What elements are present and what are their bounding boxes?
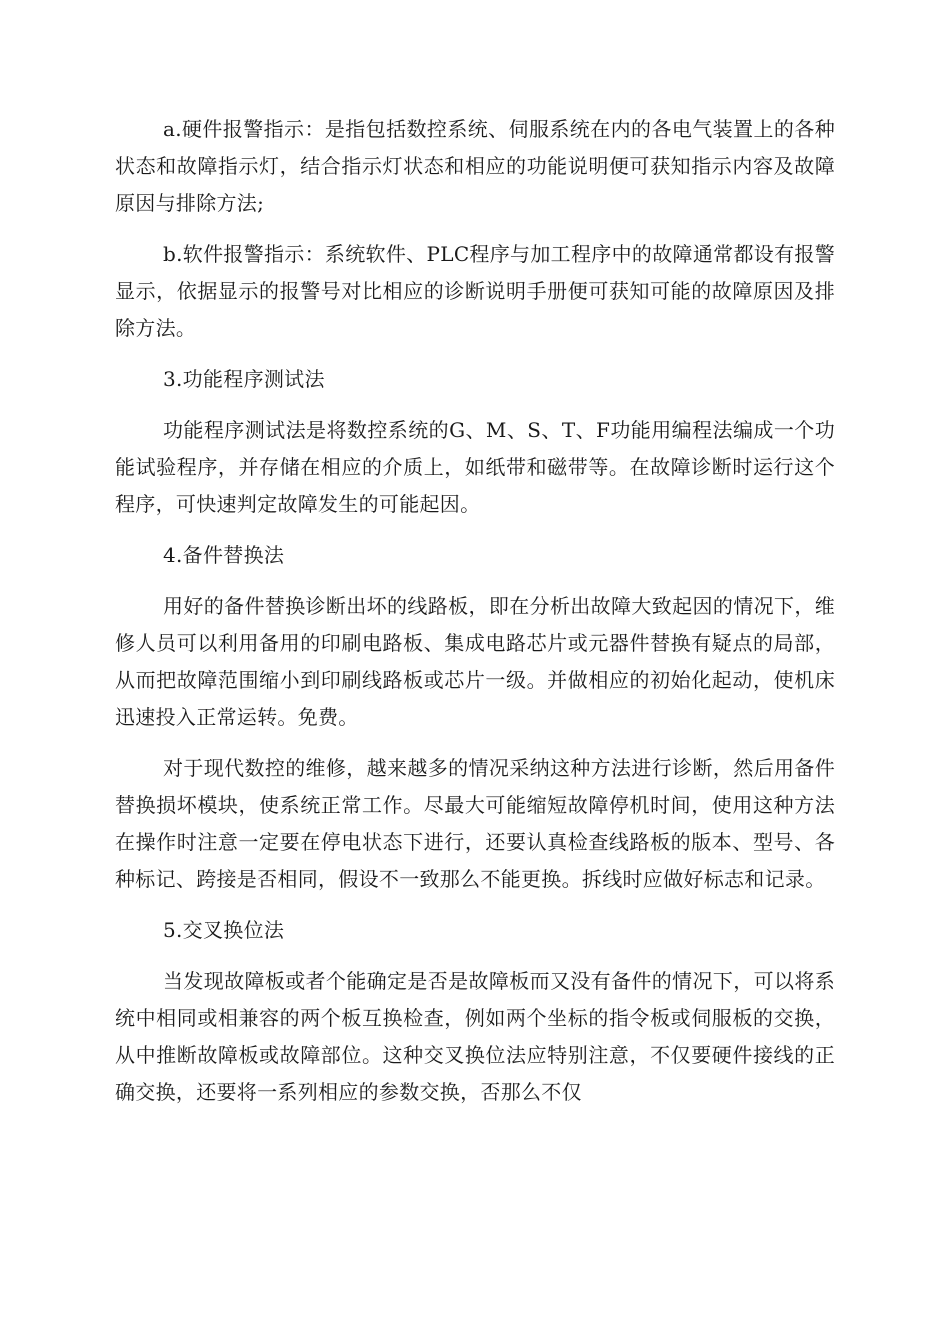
para-hardware-alarm: a.硬件报警指示：是指包括数控系统、伺服系统在内的各电气装置上的各种状态和故障指示灯，结合指示灯状态和相应的功能说明便可获知指示内容及故障原因与排除方法; xyxy=(115,117,835,215)
para-spare-replacement-2: 对于现代数控的维修，越来越多的情况采纳这种方法进行诊断，然后用备件替换损坏模块，使系统正常工作。尽最大可能缩短故障停机时间，使用这种方法在操作时注意一定要在停电状态下进行，还要认真检查线路板的版本、型号、各种标记、跨接是否相同，假设不一致那么不能更换。拆线时应做好标志和记录。 xyxy=(115,756,835,891)
para-cross-swap: 当发现故障板或者个能确定是否是故障板而又没有备件的情况下，可以将系统中相同或相兼容的两个板互换检查，例如两个坐标的指令板或伺服板的交换，从中推断故障板或故障部位。这种交叉换位法应特别注意，不仅要硬件接线的正确交换，还要将一系列相应的参数交换，否那么不仅 xyxy=(115,969,835,1104)
heading-spare-replacement: 4.备件替换法 xyxy=(163,543,285,567)
document-page xyxy=(115,111,835,1111)
para-spare-replacement-1: 用好的备件替换诊断出坏的线路板，即在分析出故障大致起因的情况下，维修人员可以利用备用的印刷电路板、集成电路芯片或元器件替换有疑点的局部，从而把故障范围缩小到印刷线路板或芯片一级。并做相应的初始化起动，使机床迅速投入正常运转。免费。 xyxy=(115,594,835,729)
para-software-alarm: b.软件报警指示：系统软件、PLC程序与加工程序中的故障通常都设有报警显示，依据显示的报警号对比相应的诊断说明手册便可获知可能的故障原因及排除方法。 xyxy=(115,242,835,340)
heading-cross-swap: 5.交叉换位法 xyxy=(163,918,285,942)
para-function-program-test: 功能程序测试法是将数控系统的G、M、S、T、F功能用编程法编成一个功能试验程序，并存储在相应的介质上，如纸带和磁带等。在故障诊断时运行这个程序，可快速判定故障发生的可能起因。 xyxy=(115,418,835,516)
heading-function-program-test: 3.功能程序测试法 xyxy=(163,367,325,391)
